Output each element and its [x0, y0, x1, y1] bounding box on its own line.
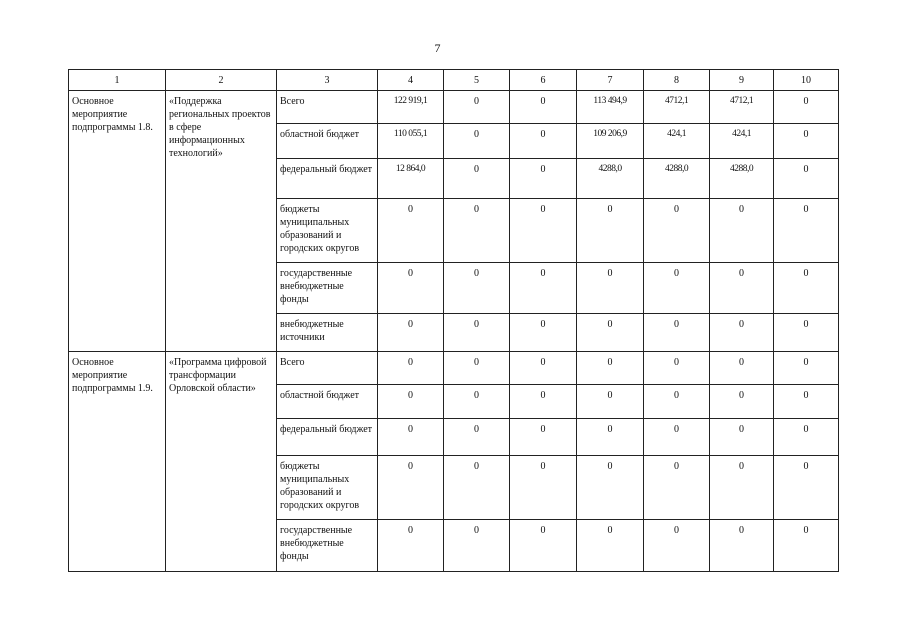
- value-cell: 0: [577, 520, 644, 572]
- value-cell: 4712,1: [710, 91, 774, 124]
- value-cell: 0: [444, 385, 510, 419]
- value-cell: 0: [378, 419, 444, 456]
- value-cell: 0: [644, 385, 710, 419]
- table-row: [69, 352, 839, 385]
- column-header: 5: [444, 70, 510, 91]
- value-cell: 0: [577, 456, 644, 520]
- value-cell: 0: [378, 352, 444, 385]
- value-cell: 0: [577, 352, 644, 385]
- value-cell: 0: [510, 419, 577, 456]
- value-cell: 0: [510, 199, 577, 263]
- value-cell: 0: [710, 263, 774, 314]
- funding-source-cell: бюджеты муниципальных образований и городских округов: [277, 199, 378, 263]
- value-cell: 0: [510, 314, 577, 352]
- value-cell: 0: [444, 352, 510, 385]
- value-cell: 0: [444, 520, 510, 572]
- column-header: 7: [577, 70, 644, 91]
- value-cell: 0: [378, 199, 444, 263]
- page-number: 7: [434, 41, 441, 55]
- funding-source-cell: Всего: [277, 352, 378, 385]
- value-cell: 0: [510, 520, 577, 572]
- value-cell: 0: [510, 91, 577, 124]
- value-cell: 0: [444, 91, 510, 124]
- value-cell: 0: [644, 314, 710, 352]
- value-cell: 0: [774, 124, 839, 159]
- value-cell: 0: [444, 456, 510, 520]
- funding-table: [68, 69, 839, 572]
- value-cell: 0: [644, 520, 710, 572]
- value-cell: 0: [444, 199, 510, 263]
- value-cell: 0: [510, 159, 577, 199]
- funding-source-cell: областной бюджет: [277, 124, 378, 159]
- column-header: 1: [69, 70, 166, 91]
- value-cell: 0: [510, 124, 577, 159]
- column-header: 3: [277, 70, 378, 91]
- value-cell: 4288,0: [710, 159, 774, 199]
- value-cell: 0: [378, 520, 444, 572]
- value-cell: 0: [510, 352, 577, 385]
- column-header: 4: [378, 70, 444, 91]
- value-cell: 0: [774, 456, 839, 520]
- value-cell: 0: [378, 456, 444, 520]
- value-cell: 0: [444, 263, 510, 314]
- value-cell: 0: [710, 352, 774, 385]
- value-cell: 0: [774, 159, 839, 199]
- value-cell: 0: [710, 419, 774, 456]
- value-cell: 0: [577, 199, 644, 263]
- funding-source-cell: бюджеты муниципальных образований и городских округов: [277, 456, 378, 520]
- value-cell: 4288,0: [577, 159, 644, 199]
- value-cell: 0: [378, 263, 444, 314]
- value-cell: 0: [510, 263, 577, 314]
- value-cell: 0: [710, 520, 774, 572]
- funding-source-cell: Всего: [277, 91, 378, 124]
- column-header: 10: [774, 70, 839, 91]
- value-cell: 0: [444, 314, 510, 352]
- activity-name-cell: «Программа цифровой трансформации Орловской области»: [166, 352, 277, 572]
- value-cell: 0: [577, 419, 644, 456]
- activity-name-cell: «Поддержка региональных проектов в сфере информационных технологий»: [166, 91, 277, 352]
- value-cell: 0: [644, 263, 710, 314]
- value-cell: 0: [774, 91, 839, 124]
- value-cell: 424,1: [644, 124, 710, 159]
- value-cell: 0: [510, 456, 577, 520]
- value-cell: 4288,0: [644, 159, 710, 199]
- column-header: 6: [510, 70, 577, 91]
- table-row: [69, 91, 839, 124]
- funding-source-cell: областной бюджет: [277, 385, 378, 419]
- activity-cell: Основное мероприятие подпрограммы 1.8.: [69, 91, 166, 352]
- value-cell: 0: [644, 419, 710, 456]
- value-cell: 110 055,1: [378, 124, 444, 159]
- column-header: 8: [644, 70, 710, 91]
- value-cell: 0: [378, 385, 444, 419]
- value-cell: 0: [378, 314, 444, 352]
- value-cell: 4712,1: [644, 91, 710, 124]
- column-header: 2: [166, 70, 277, 91]
- value-cell: 12 864,0: [378, 159, 444, 199]
- column-number-row: [69, 70, 839, 91]
- funding-source-cell: государственные внебюджетные фонды: [277, 520, 378, 572]
- value-cell: 0: [444, 419, 510, 456]
- value-cell: 0: [444, 124, 510, 159]
- value-cell: 0: [444, 159, 510, 199]
- value-cell: 0: [774, 419, 839, 456]
- value-cell: 0: [577, 385, 644, 419]
- funding-source-cell: федеральный бюджет: [277, 419, 378, 456]
- value-cell: 113 494,9: [577, 91, 644, 124]
- value-cell: 0: [644, 456, 710, 520]
- value-cell: 0: [710, 314, 774, 352]
- value-cell: 122 919,1: [378, 91, 444, 124]
- value-cell: 0: [510, 385, 577, 419]
- funding-source-cell: федеральный бюджет: [277, 159, 378, 199]
- value-cell: 0: [710, 456, 774, 520]
- value-cell: 0: [577, 263, 644, 314]
- column-header: 9: [710, 70, 774, 91]
- value-cell: 0: [710, 199, 774, 263]
- value-cell: 0: [774, 199, 839, 263]
- value-cell: 0: [644, 199, 710, 263]
- value-cell: 0: [577, 314, 644, 352]
- activity-cell: Основное мероприятие подпрограммы 1.9.: [69, 352, 166, 572]
- value-cell: 109 206,9: [577, 124, 644, 159]
- value-cell: 0: [774, 263, 839, 314]
- value-cell: 0: [774, 385, 839, 419]
- funding-source-cell: внебюджетные источники: [277, 314, 378, 352]
- value-cell: 424,1: [710, 124, 774, 159]
- value-cell: 0: [644, 352, 710, 385]
- value-cell: 0: [774, 520, 839, 572]
- value-cell: 0: [774, 352, 839, 385]
- value-cell: 0: [774, 314, 839, 352]
- value-cell: 0: [710, 385, 774, 419]
- funding-source-cell: государственные внебюджетные фонды: [277, 263, 378, 314]
